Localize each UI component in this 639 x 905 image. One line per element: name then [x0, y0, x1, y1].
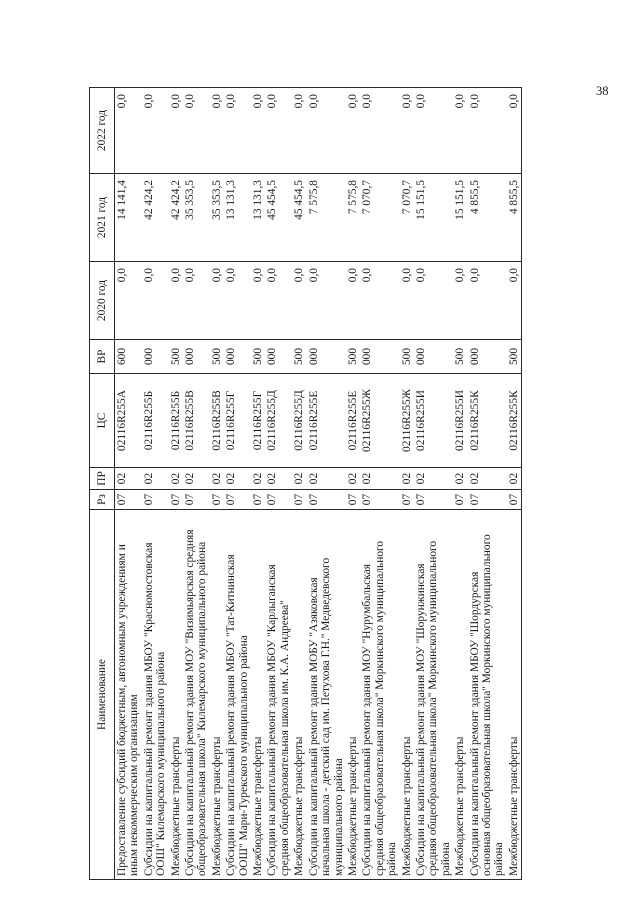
cell-pr: 02 [400, 468, 414, 490]
cell-vr: 000 [224, 340, 251, 374]
header-name: Наименование [90, 510, 115, 880]
table-row [115, 88, 142, 880]
cell-y2020: 0,0 [292, 262, 306, 340]
row-name-line: Межбюджетные трансферты [507, 736, 520, 876]
cell-rz: 07 [183, 490, 210, 510]
cell-pr: 02 [115, 468, 142, 490]
cell-vr: 000 [142, 340, 169, 374]
cell-pr: 02 [360, 468, 399, 490]
cell-y2020: 0,0 [400, 262, 414, 340]
row-name-line: ООШ" Килемарского муниципального района [155, 651, 168, 876]
row-name [265, 510, 292, 880]
cell-rz: 07 [265, 490, 292, 510]
cell-pr: 02 [292, 468, 306, 490]
cell-rz: 07 [453, 490, 467, 510]
cell-y2022: 0,0 [307, 88, 346, 174]
row-name [115, 510, 142, 880]
cell-pr: 02 [468, 468, 507, 490]
row-name-line: района [439, 842, 452, 876]
row-name-line: Межбюджетные трансферты [210, 736, 223, 876]
cell-rz: 07 [142, 490, 169, 510]
cell-y2021: 13 131,3 [224, 174, 251, 262]
cell-y2020: 0,0 [453, 262, 467, 340]
cell-rz: 07 [169, 490, 183, 510]
row-name-line: начальная школа - детский сад им. Петухова Г.Н." Медведевского [320, 557, 333, 876]
page-number: 38 [596, 84, 609, 98]
row-name-line: района [386, 842, 399, 876]
cell-vr: 500 [169, 340, 183, 374]
table-row [346, 88, 360, 880]
header-2020: 2020 год [90, 262, 115, 340]
row-name [224, 510, 251, 880]
cell-vr: 000 [360, 340, 399, 374]
cell-vr: 500 [507, 340, 522, 374]
cell-pr: 02 [142, 468, 169, 490]
cell-vr: 000 [265, 340, 292, 374]
table-row [507, 88, 522, 880]
cell-y2020: 0,0 [346, 262, 360, 340]
cell-y2020: 0,0 [115, 262, 142, 340]
table-row [183, 88, 210, 880]
cell-y2021: 4 855,5 [468, 174, 507, 262]
cell-pr: 02 [453, 468, 467, 490]
cell-cs: 02116R255Д [265, 374, 292, 468]
cell-y2021: 42 424,2 [142, 174, 169, 262]
cell-rz: 07 [346, 490, 360, 510]
cell-cs: 02116R255Г [224, 374, 251, 468]
cell-cs: 02116R255Б [142, 374, 169, 468]
cell-cs: 02116R255И [414, 374, 453, 468]
cell-y2021: 35 353,5 [183, 174, 210, 262]
cell-y2022: 0,0 [210, 88, 224, 174]
cell-rz: 07 [360, 490, 399, 510]
cell-rz: 07 [210, 490, 224, 510]
table-row [453, 88, 467, 880]
row-name-line: средняя общеобразовательная школа" Моркинского муниципального [427, 540, 440, 876]
table-body [115, 88, 522, 880]
row-name-line: Межбюджетные трансферты [252, 736, 265, 876]
cell-y2021: 7 070,7 [360, 174, 399, 262]
cell-y2020: 0,0 [507, 262, 522, 340]
cell-y2022: 0,0 [142, 88, 169, 174]
row-name-line: Предоставление субсидий бюджетным, автономным учреждениям и [116, 544, 128, 876]
cell-y2021: 7 575,8 [346, 174, 360, 262]
cell-y2021: 7 070,7 [400, 174, 414, 262]
cell-y2021: 15 151,5 [453, 174, 467, 262]
cell-y2022: 0,0 [414, 88, 453, 174]
row-name [453, 510, 467, 880]
cell-y2020: 0,0 [414, 262, 453, 340]
header-2021: 2021 год [90, 174, 115, 262]
cell-y2021: 14 141,4 [115, 174, 142, 262]
table-row [360, 88, 399, 880]
table-row [265, 88, 292, 880]
cell-pr: 02 [414, 468, 453, 490]
cell-y2022: 0,0 [507, 88, 522, 174]
row-name-line: Субсидии на капитальный ремонт здания МОУ "Нурумбальская [361, 564, 374, 876]
cell-y2022: 0,0 [183, 88, 210, 174]
cell-y2020: 0,0 [468, 262, 507, 340]
row-name [360, 510, 399, 880]
cell-y2022: 0,0 [346, 88, 360, 174]
cell-rz: 07 [414, 490, 453, 510]
table-row [251, 88, 265, 880]
row-name-line: Межбюджетные трансферты [454, 736, 467, 876]
cell-rz: 07 [307, 490, 346, 510]
cell-y2021: 42 424,2 [169, 174, 183, 262]
cell-rz: 07 [251, 490, 265, 510]
cell-cs: 02116R255В [210, 374, 224, 468]
cell-cs: 02116R255Ж [360, 374, 399, 468]
row-name-line: Субсидии на капитальный ремонт здания МОУ "Визимьярская средняя [184, 529, 197, 876]
cell-rz: 07 [115, 490, 142, 510]
row-name-line: района [493, 842, 506, 876]
cell-pr: 02 [307, 468, 346, 490]
cell-cs: 02116R255К [468, 374, 507, 468]
row-name-line: Межбюджетные трансферты [293, 736, 306, 876]
cell-pr: 02 [265, 468, 292, 490]
cell-rz: 07 [292, 490, 306, 510]
cell-y2021: 7 575,8 [307, 174, 346, 262]
table-row [468, 88, 507, 880]
header-2022: 2022 год [90, 88, 115, 174]
row-name [400, 510, 414, 880]
header-rz: Рз [90, 490, 115, 510]
cell-y2020: 0,0 [360, 262, 399, 340]
cell-vr: 500 [346, 340, 360, 374]
cell-cs: 02116R255Е [346, 374, 360, 468]
table-row [292, 88, 306, 880]
cell-y2022: 0,0 [468, 88, 507, 174]
cell-rz: 07 [224, 490, 251, 510]
cell-y2021: 13 131,3 [251, 174, 265, 262]
row-name-line: Субсидии на капитальный ремонт здания МБОУ "Тат-Китнинская [225, 554, 238, 876]
cell-pr: 02 [224, 468, 251, 490]
cell-y2020: 0,0 [169, 262, 183, 340]
row-name [142, 510, 169, 880]
row-name-line: Субсидии на капитальный ремонт здания МБОУ "Красномостовская [142, 542, 155, 876]
row-name-line: Субсидии на капитальный ремонт здания МОБУ "Азяковская [307, 577, 320, 876]
row-name-line: Субсидии на капитальный ремонт здания МБОУ "Шордурская [468, 571, 481, 876]
row-name-line: средняя общеобразовательная школа" Моркинского муниципального [373, 540, 386, 876]
cell-pr: 02 [507, 468, 522, 490]
row-name [251, 510, 265, 880]
cell-y2020: 0,0 [142, 262, 169, 340]
cell-y2022: 0,0 [265, 88, 292, 174]
cell-cs: 02116R255Д [292, 374, 306, 468]
row-name [210, 510, 224, 880]
cell-cs: 02116R255В [183, 374, 210, 468]
row-name-line: Субсидии на капитальный ремонт здания МБОУ "Карлыганская [266, 564, 279, 876]
table-row [400, 88, 414, 880]
cell-cs: 02116R255И [453, 374, 467, 468]
table-row [169, 88, 183, 880]
cell-y2020: 0,0 [251, 262, 265, 340]
cell-y2021: 4 855,5 [507, 174, 522, 262]
table-row [210, 88, 224, 880]
cell-y2020: 0,0 [183, 262, 210, 340]
cell-y2022: 0,0 [453, 88, 467, 174]
table-row [142, 88, 169, 880]
cell-vr: 000 [468, 340, 507, 374]
cell-vr: 500 [251, 340, 265, 374]
cell-y2020: 0,0 [210, 262, 224, 340]
cell-y2022: 0,0 [169, 88, 183, 174]
cell-cs: 02116R255Ж [400, 374, 414, 468]
cell-pr: 02 [183, 468, 210, 490]
cell-pr: 02 [346, 468, 360, 490]
cell-y2022: 0,0 [292, 88, 306, 174]
row-name-line: Субсидии на капитальный ремонт здания МОУ "Шорунжинская [414, 563, 427, 876]
cell-y2022: 0,0 [224, 88, 251, 174]
cell-rz: 07 [468, 490, 507, 510]
cell-y2020: 0,0 [224, 262, 251, 340]
cell-pr: 02 [210, 468, 224, 490]
cell-vr: 500 [400, 340, 414, 374]
row-name-line: общеобразовательная школа" Килемарского муниципального района [196, 541, 209, 876]
row-name [346, 510, 360, 880]
row-name-line: основная общеобразовательная школа" Моркинского муниципального [480, 534, 493, 876]
budget-table [89, 87, 522, 880]
row-name-line: средняя общеобразовательная школа им. К.А. Андреева" [278, 600, 291, 876]
row-name-line: иным некоммерческим организациям [128, 694, 141, 876]
header-vr: ВР [90, 340, 115, 374]
cell-cs: 02116R255Г [251, 374, 265, 468]
cell-y2021: 45 454,5 [292, 174, 306, 262]
cell-y2022: 0,0 [400, 88, 414, 174]
cell-vr: 000 [183, 340, 210, 374]
cell-vr: 500 [292, 340, 306, 374]
cell-y2020: 0,0 [265, 262, 292, 340]
cell-vr: 500 [453, 340, 467, 374]
row-name [292, 510, 306, 880]
row-name-line: муниципального района [332, 758, 345, 876]
cell-vr: 000 [414, 340, 453, 374]
cell-pr: 02 [251, 468, 265, 490]
cell-cs: 02116R255К [507, 374, 522, 468]
row-name [507, 510, 522, 880]
cell-y2021: 15 151,5 [414, 174, 453, 262]
row-name-line: Межбюджетные трансферты [346, 736, 359, 876]
row-name-line: Межбюджетные трансферты [169, 736, 182, 876]
row-name-line: ООШ" Мари-Турекского муниципального района [237, 635, 250, 876]
cell-y2020: 0,0 [307, 262, 346, 340]
row-name [468, 510, 507, 880]
cell-pr: 02 [169, 468, 183, 490]
cell-y2022: 0,0 [360, 88, 399, 174]
table-row [414, 88, 453, 880]
cell-vr: 600 [115, 340, 142, 374]
cell-y2022: 0,0 [251, 88, 265, 174]
cell-y2021: 45 454,5 [265, 174, 292, 262]
row-name [169, 510, 183, 880]
cell-y2021: 35 353,5 [210, 174, 224, 262]
cell-cs: 02116R255Е [307, 374, 346, 468]
row-name [414, 510, 453, 880]
table-row [307, 88, 346, 880]
table-header-row [90, 88, 115, 880]
header-cs: ЦС [90, 374, 115, 468]
row-name [183, 510, 210, 880]
header-pr: ПР [90, 468, 115, 490]
cell-rz: 07 [507, 490, 522, 510]
cell-y2022: 0,0 [115, 88, 142, 174]
table-row [224, 88, 251, 880]
rotated-budget-table-frame [89, 88, 615, 880]
row-name [307, 510, 346, 880]
cell-cs: 02116R255Б [169, 374, 183, 468]
cell-rz: 07 [400, 490, 414, 510]
row-name-line: Межбюджетные трансферты [400, 736, 413, 876]
cell-vr: 500 [210, 340, 224, 374]
cell-vr: 000 [307, 340, 346, 374]
cell-cs: 02116R255A [115, 374, 142, 468]
